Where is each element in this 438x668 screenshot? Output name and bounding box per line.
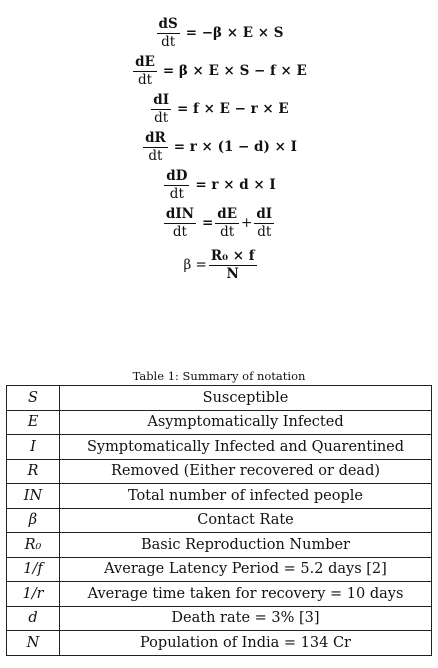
- denominator: dt: [220, 223, 235, 240]
- description-cell: Symptomatically Infected and Quarentined: [60, 435, 432, 460]
- description-cell: Total number of infected people: [60, 484, 432, 509]
- description-cell: Susceptible: [60, 386, 432, 411]
- fraction: [157, 17, 180, 50]
- symbol-cell: R₀: [7, 533, 60, 558]
- equation-block: [0, 14, 438, 288]
- denominator: dt: [137, 71, 153, 88]
- equation-dd: [0, 166, 438, 204]
- notation-table: [6, 385, 432, 656]
- description-cell: Average Latency Period = 5.2 days [2]: [60, 557, 432, 582]
- fraction: [209, 249, 257, 282]
- table-row: [7, 386, 432, 411]
- fraction: [164, 207, 196, 240]
- description-cell: Contact Rate: [60, 508, 432, 533]
- equation-din: [0, 204, 438, 242]
- table-caption: Table 1: Summary of notation: [132, 369, 306, 383]
- equation-di: [0, 90, 438, 128]
- denominator: N: [226, 265, 239, 282]
- numerator: dR: [145, 129, 166, 146]
- table-row: [7, 459, 432, 484]
- symbol-cell: E: [7, 410, 60, 435]
- numerator: R₀ × f: [210, 247, 255, 264]
- symbol-cell: 1/f: [7, 557, 60, 582]
- table-row: [7, 606, 432, 631]
- symbol-cell: R: [7, 459, 60, 484]
- numerator: dD: [166, 167, 188, 184]
- description-cell: Population of India = 134 Cr: [60, 631, 432, 656]
- equation-de: [0, 52, 438, 90]
- denominator: dt: [172, 223, 187, 240]
- numerator: dI: [153, 91, 170, 108]
- table-row: [7, 435, 432, 460]
- denominator: dt: [154, 109, 169, 126]
- fraction: [164, 169, 189, 202]
- equation-beta: [0, 242, 438, 288]
- denominator: dt: [148, 147, 163, 164]
- table-row: [7, 631, 432, 656]
- symbol-cell: S: [7, 386, 60, 411]
- equation-rhs: = β × E × S − f × E: [162, 63, 307, 79]
- beta-lhs: β =: [183, 257, 207, 273]
- plus-sign: +: [241, 215, 253, 231]
- equation-rhs: = r × (1 − d) × I: [173, 139, 297, 155]
- table-body: [7, 386, 432, 656]
- table-row: [7, 410, 432, 435]
- equation-ds: [0, 14, 438, 52]
- table-row: [7, 557, 432, 582]
- equation-rhs: = r × d × I: [195, 177, 276, 193]
- numerator: dIN: [165, 205, 194, 222]
- equation-rhs: = f × E − r × E: [177, 101, 289, 117]
- fraction: [133, 55, 157, 88]
- denominator: dt: [257, 223, 272, 240]
- numerator: dE: [217, 205, 238, 222]
- numerator: dE: [135, 53, 155, 70]
- symbol-cell: d: [7, 606, 60, 631]
- equation-rhs: = −β × E × S: [185, 25, 284, 41]
- description-cell: Death rate = 3% [3]: [60, 606, 432, 631]
- description-cell: Basic Reproduction Number: [60, 533, 432, 558]
- symbol-cell: N: [7, 631, 60, 656]
- denominator: dt: [161, 33, 176, 50]
- denominator: dt: [169, 185, 184, 202]
- symbol-cell: IN: [7, 484, 60, 509]
- fraction: [151, 93, 171, 126]
- description-cell: Asymptomatically Infected: [60, 410, 432, 435]
- description-cell: Removed (Either recovered or dead): [60, 459, 432, 484]
- equation-dr: [0, 128, 438, 166]
- fraction: [215, 207, 239, 240]
- fraction: [143, 131, 168, 164]
- table-row: [7, 508, 432, 533]
- table-row: [7, 582, 432, 607]
- symbol-cell: 1/r: [7, 582, 60, 607]
- numerator: dI: [256, 205, 273, 222]
- symbol-cell: I: [7, 435, 60, 460]
- table-row: [7, 484, 432, 509]
- table-row: [7, 533, 432, 558]
- equals-sign: =: [201, 215, 214, 231]
- numerator: dS: [158, 15, 178, 32]
- symbol-cell: β: [7, 508, 60, 533]
- fraction: [254, 207, 274, 240]
- description-cell: Average time taken for recovery = 10 days: [60, 582, 432, 607]
